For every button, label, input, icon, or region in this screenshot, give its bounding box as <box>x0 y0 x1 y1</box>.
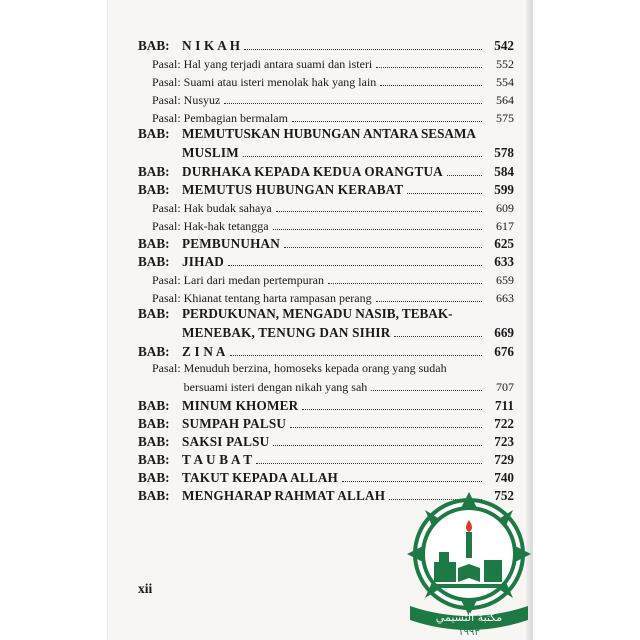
dot-leader <box>371 390 482 391</box>
entry-kind-label: BAB: <box>138 344 170 359</box>
seal-arabic-text: مكتبة التسيمي <box>435 611 503 624</box>
toc-section-entry <box>138 54 514 72</box>
dot-leader <box>228 265 482 266</box>
entry-title: SUMPAH PALSU <box>182 416 287 431</box>
entry-title: TAKUT KEPADA ALLAH <box>182 470 339 485</box>
toc-chapter-entry <box>138 252 514 270</box>
entry-page-number: 599 <box>494 182 514 197</box>
entry-kind-label: Pasal: <box>152 219 181 233</box>
entry-title-line: bersuami isteri dengan nikah yang sah <box>183 380 368 394</box>
entry-page-number: 552 <box>496 57 514 71</box>
entry-kind-label: BAB: <box>138 434 170 449</box>
dot-leader <box>276 211 482 212</box>
toc-chapter-entry <box>138 162 514 180</box>
entry-title: Hak budak sahaya <box>183 201 272 215</box>
entry-page-number: 707 <box>496 380 514 394</box>
entry-title-line: MENEBAK, TENUNG DAN SIHIR <box>182 325 391 340</box>
entry-page-number: 617 <box>496 219 514 233</box>
entry-kind-label: BAB: <box>138 164 170 179</box>
toc-chapter-entry <box>138 414 514 432</box>
entry-title: Nusyuz <box>183 93 221 107</box>
entry-page-number: 633 <box>494 254 514 269</box>
dot-leader <box>376 67 482 68</box>
entry-title: MEMUTUS HUBUNGAN KERABAT <box>182 182 404 197</box>
entry-title-line: MUSLIM <box>182 145 239 160</box>
entry-kind-label: Pasal: <box>152 57 181 71</box>
toc-chapter-entry <box>138 432 514 450</box>
dot-leader <box>230 355 482 356</box>
entry-page-number: 575 <box>496 111 514 125</box>
dot-leader <box>380 85 482 86</box>
entry-kind-label: Pasal: <box>152 291 181 305</box>
seal-year-text: ١٩٩٣ <box>458 627 480 636</box>
entry-title: Hal yang terjadi antara suami dan isteri <box>183 57 373 71</box>
dot-leader <box>273 229 482 230</box>
entry-kind-label: BAB: <box>138 38 170 53</box>
entry-page-number: 542 <box>494 38 514 53</box>
entry-kind-label: BAB: <box>138 452 170 467</box>
entry-page-number: 722 <box>494 416 514 431</box>
entry-kind-label: BAB: <box>138 126 170 141</box>
toc-section-entry <box>138 216 514 234</box>
dot-leader <box>290 427 482 428</box>
entry-title: PEMBUNUHAN <box>182 236 280 251</box>
entry-kind-label: BAB: <box>138 488 170 503</box>
entry-kind-label: Pasal: <box>152 201 181 215</box>
entry-title: Lari dari medan pertempuran <box>183 273 324 287</box>
dot-leader <box>224 103 482 104</box>
entry-page-number: 578 <box>494 145 514 160</box>
entry-page-number: 723 <box>494 434 514 449</box>
toc-chapter-entry <box>138 126 514 161</box>
entry-kind-label: BAB: <box>138 182 170 197</box>
entry-title: T A U B A T <box>182 452 253 467</box>
entry-page-number: 676 <box>494 344 514 359</box>
dot-leader <box>256 463 482 464</box>
entry-title-line: Menuduh berzina, homoseks kepada orang yang sudah <box>183 361 447 375</box>
dot-leader <box>328 283 482 284</box>
dot-leader <box>284 247 482 248</box>
dot-leader <box>243 156 482 157</box>
dot-leader <box>302 409 482 410</box>
page-folio: xii <box>138 581 153 596</box>
entry-kind-label: BAB: <box>138 236 170 251</box>
dot-leader <box>273 445 482 446</box>
entry-page-number: 564 <box>496 93 514 107</box>
entry-page-number: 669 <box>494 325 514 340</box>
toc-chapter-entry <box>138 342 514 360</box>
toc-chapter-entry <box>138 468 514 486</box>
entry-title: Pembagian bermalam <box>183 111 288 125</box>
toc-section-entry <box>138 360 514 395</box>
entry-kind-label: Pasal: <box>152 75 181 89</box>
entry-kind-label: BAB: <box>138 254 170 269</box>
toc-chapter-entry <box>138 396 514 414</box>
entry-page-number: 625 <box>494 236 514 251</box>
toc-section-entry <box>138 90 514 108</box>
dot-leader <box>376 301 482 302</box>
entry-kind-label: BAB: <box>138 470 170 485</box>
dot-leader <box>292 121 482 122</box>
dot-leader <box>407 193 482 194</box>
entry-page-number: 752 <box>494 488 514 503</box>
toc-section-entry <box>138 270 514 288</box>
toc-chapter-entry <box>138 306 514 341</box>
entry-page-number: 584 <box>494 164 514 179</box>
entry-kind-label: Pasal: <box>152 273 181 287</box>
entry-title: MENGHARAP RAHMAT ALLAH <box>182 488 386 503</box>
toc-chapter-entry <box>138 234 514 252</box>
dot-leader <box>342 481 482 482</box>
entry-kind-label: BAB: <box>138 398 170 413</box>
entry-title: MINUM KHOMER <box>182 398 299 413</box>
entry-kind-label: Pasal: <box>152 111 181 125</box>
toc-chapter-entry <box>138 450 514 468</box>
entry-title-line: MEMUTUSKAN HUBUNGAN ANTARA SESAMA <box>182 126 476 141</box>
entry-title: Khianat tentang harta rampasan perang <box>183 291 372 305</box>
entry-kind-label: BAB: <box>138 306 170 321</box>
entry-title-line: PERDUKUNAN, MENGADU NASIB, TEBAK- <box>182 306 453 321</box>
toc-section-entry <box>138 288 514 306</box>
entry-title: Z I N A <box>182 344 226 359</box>
entry-title: N I K A H <box>182 38 241 53</box>
entry-title: DURHAKA KEPADA KEDUA ORANGTUA <box>182 164 443 179</box>
entry-title: Suami atau isteri menolak hak yang lain <box>183 75 377 89</box>
dot-leader <box>244 49 482 50</box>
entry-page-number: 729 <box>494 452 514 467</box>
entry-kind-label: BAB: <box>138 416 170 431</box>
toc-chapter-entry <box>138 36 514 54</box>
entry-page-number: 740 <box>494 470 514 485</box>
entry-title: JIHAD <box>182 254 225 269</box>
entry-kind-label: Pasal: <box>152 361 181 375</box>
table-of-contents <box>138 36 514 504</box>
entry-title: SAKSI PALSU <box>182 434 270 449</box>
entry-page-number: 663 <box>496 291 514 305</box>
entry-kind-label: Pasal: <box>152 93 181 107</box>
entry-page-number: 711 <box>494 398 514 413</box>
entry-title: Hak-hak tetangga <box>183 219 269 233</box>
toc-chapter-entry <box>138 180 514 198</box>
dot-leader <box>394 336 482 337</box>
entry-page-number: 659 <box>496 273 514 287</box>
toc-section-entry <box>138 108 514 126</box>
entry-page-number: 609 <box>496 201 514 215</box>
dot-leader <box>447 175 482 176</box>
toc-section-entry <box>138 72 514 90</box>
publisher-seal-icon <box>404 490 534 636</box>
entry-page-number: 554 <box>496 75 514 89</box>
toc-section-entry <box>138 198 514 216</box>
